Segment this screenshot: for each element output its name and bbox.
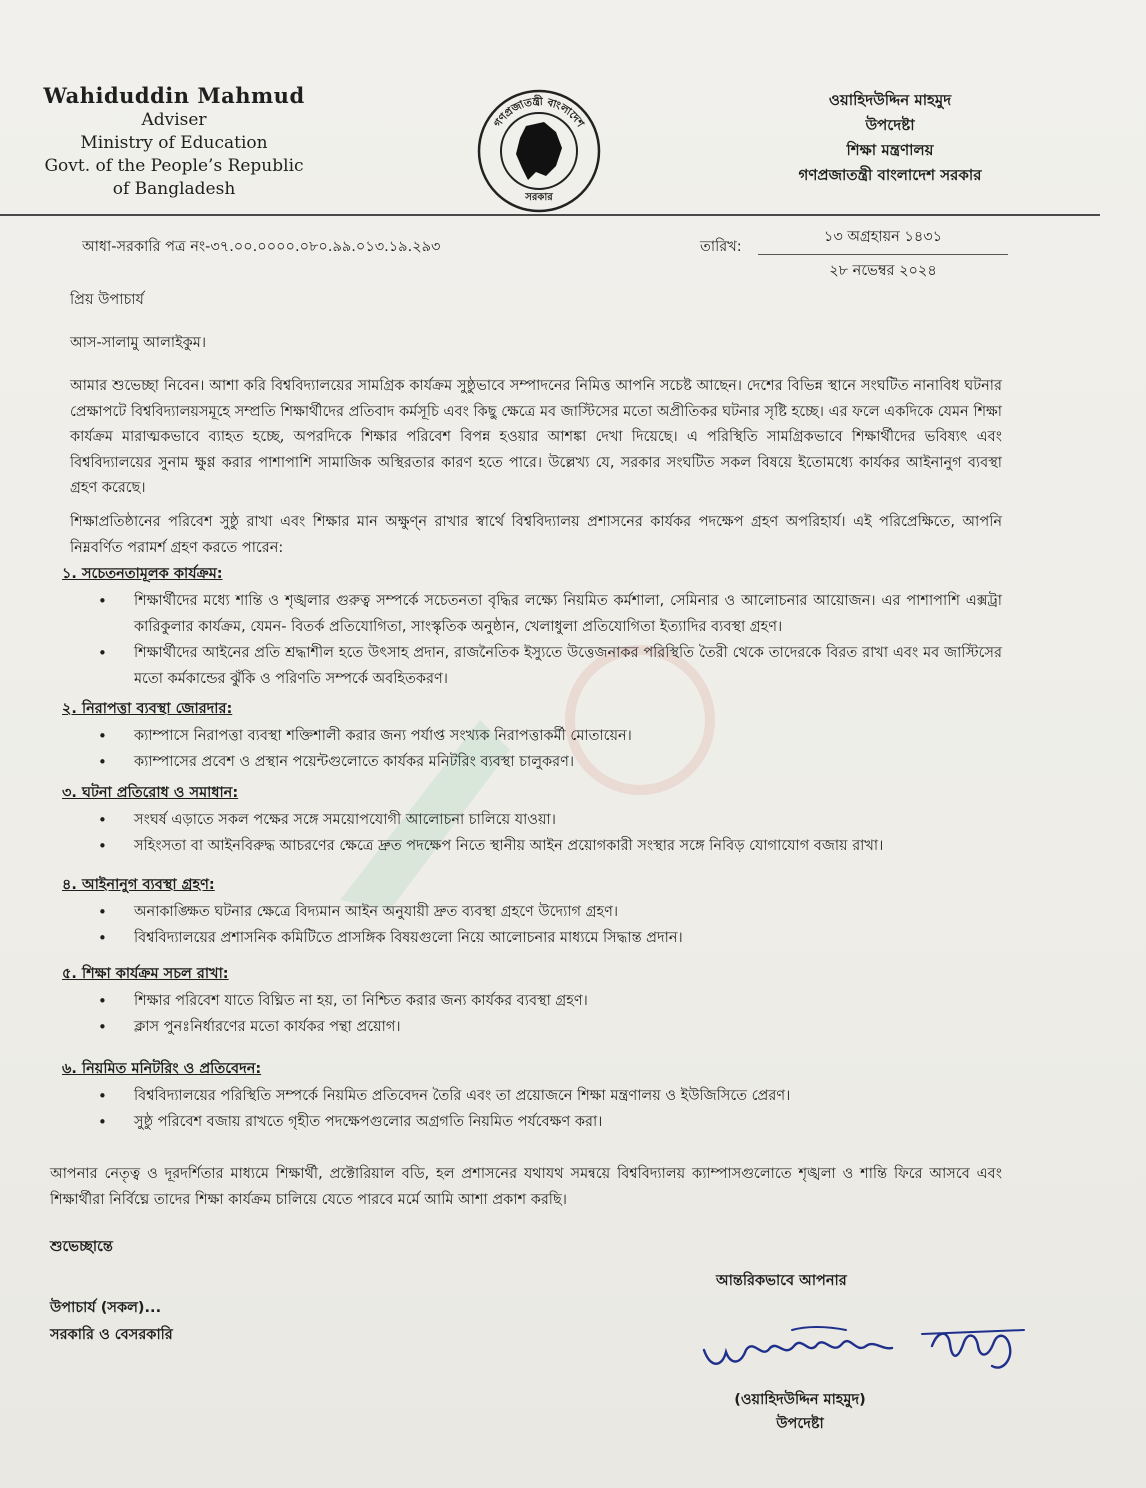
- letterhead-line: উপদেষ্টা: [865, 116, 915, 134]
- yours-sincerely: আন্তরিকভাবে আপনার: [716, 1273, 847, 1289]
- list-item: • ক্লাস পুনঃনির্ধারণের মতো কার্যকর পন্থা প্রয়োগ।: [62, 1014, 1002, 1040]
- section-title: ৩. ঘটনা প্রতিরোধ ও সমাধান:: [62, 785, 239, 801]
- date-block: [758, 224, 1008, 284]
- list-item: • বিশ্ববিদ্যালয়ের প্রশাসনিক কমিটিতে প্রাসঙ্গিক বিষয়গুলো নিয়ে আলোচনার মাধ্যমে সিদ্ধান্ত প্রদান।: [62, 925, 1002, 951]
- body-paragraph: আমার শুভেচ্ছা নিবেন। আশা করি বিশ্ববিদ্যালয়ের সামগ্রিক কার্যক্রম সুষ্ঠুভাবে সম্পাদনের নিমিত্ত আপনি সচেষ্ট আছেন। দেশের বিভিন্ন স্থানে সংঘটিত নানাবিধ ঘটনার প্রেক্ষাপটে বিশ্ববিদ্যালয়সমূহে সম্প্রতি শিক্ষার্থীদের প্রতিবাদ কর্মসূচি এবং কিছু ক্ষেত্রে মব জাস্টিসের মতো অপ্রীতিকর ঘটনার সৃষ্টি হচ্ছে। এর ফলে একদিকে যেমন শিক্ষা কার্যক্রম মারাত্মকভাবে ব্যাহত হচ্ছে, অপরদিকে শিক্ষার পরিবেশ বিপন্ন হওয়ার আশঙ্কা দেখা দিয়েছে। এ পরিস্থিতি সামগ্রিকভাবে শিক্ষার্থীদের ভবিষ্যৎ এবং বিশ্ববিদ্যালয়ের সুনাম ক্ষুণ্ণ করার পাশাপাশি সামাজিক অস্থিরতার কারণ হতে পারে। উল্লেখ্য যে, সরকার সংঘটিত সকল বিষয়ে ইতোমধ্যে কার্যকর আইনানুগ ব্যবস্থা গ্রহণ করেছে।: [70, 378, 1002, 496]
- date-english: ২৮ নভেম্বর ২০২৪: [829, 263, 937, 279]
- section-list: [62, 807, 1002, 859]
- recipient-block: [50, 1295, 173, 1349]
- memo-number: আধা-সরকারি পত্র নং-৩৭.০০.০০০০.০৮০.৯৯.০১৩.১৯.২৯৩: [82, 239, 441, 255]
- list-item: • সংঘর্ষ এড়াতে সকল পক্ষের সঙ্গে সময়োপযোগী আলোচনা চালিয়ে যাওয়া।: [62, 807, 1002, 833]
- signatory-designation: উপদেষ্টা: [776, 1416, 824, 1432]
- government-seal-icon: [476, 88, 602, 214]
- list-item: • শিক্ষার্থীদের মধ্যে শান্তি ও শৃঙ্খলার গুরুত্ব সম্পর্কে সচেতনতা বৃদ্ধির লক্ষ্যে নিয়মিত কর্মশালা, সেমিনার ও আলোচনার আয়োজন। এর পাশাপাশি এক্সট্রা কারিকুলার কার্যক্রম, যেমন- বিতর্ক প্রতিযোগিতা, সাংস্কৃতিক অনুষ্ঠান, খেলাধুলা প্রতিযোগিতা ইত্যাদির ব্যবস্থা গ্রহণ।: [62, 588, 1002, 640]
- list-item: • অনাকাঙ্ক্ষিত ঘটনার ক্ষেত্রে বিদ্যমান আইন অনুযায়ী দ্রুত ব্যবস্থা গ্রহণে উদ্যোগ গ্রহণ।: [62, 899, 1002, 925]
- letterhead-line: of Bangladesh: [112, 179, 236, 199]
- advice-section: [62, 562, 1002, 692]
- section-list: [62, 899, 1002, 951]
- letterhead-line: Ministry of Education: [80, 133, 268, 153]
- recipient-line: উপাচার্য (সকল)...: [50, 1300, 162, 1316]
- date-label: তারিখ:: [700, 239, 742, 255]
- letterhead-english: [38, 84, 310, 201]
- section-title: ৪. আইনানুগ ব্যবস্থা গ্রহণ:: [62, 877, 215, 893]
- handwritten-signature: [696, 1320, 1036, 1380]
- advice-section: [62, 781, 1002, 859]
- date-bangla: ১৩ অগ্রহায়ন ১৪৩১: [758, 224, 1008, 255]
- signatory-name: (ওয়াহিদউদ্দিন মাহমুদ): [734, 1392, 866, 1408]
- adviser-name-en: Wahiduddin Mahmud: [43, 83, 305, 108]
- closing-phrase: শুভেচ্ছান্তে: [50, 1239, 113, 1255]
- section-list: [62, 723, 1002, 775]
- advice-section: [62, 1057, 1002, 1135]
- closing-paragraph: আপনার নেতৃত্ব ও দূরদর্শিতার মাধ্যমে শিক্ষার্থী, প্রক্টোরিয়াল বডি, হল প্রশাসনের যথাযথ সমন্বয়ে বিশ্ববিদ্যালয় ক্যাম্পাসগুলোতে শৃঙ্খলা ও শান্তি ফিরে আসবে এবং শিক্ষার্থীরা নির্বিঘ্নে তাদের শিক্ষা কার্যক্রম চালিয়ে যেতে পারবে মর্মে আমি আশা প্রকাশ করছি।: [50, 1166, 1002, 1208]
- advice-section: [62, 873, 1002, 951]
- advice-section: [62, 697, 1002, 775]
- letterhead-line: Govt. of the People’s Republic: [44, 156, 304, 176]
- list-item: • সুষ্ঠু পরিবেশ বজায় রাখতে গৃহীত পদক্ষেপগুলোর অগ্রগতি নিয়মিত পর্যবেক্ষণ করা।: [62, 1109, 1002, 1135]
- section-list: [62, 988, 1002, 1040]
- list-item: • সহিংসতা বা আইনবিরুদ্ধ আচরণের ক্ষেত্রে দ্রুত পদক্ষেপ নিতে স্থানীয় আইন প্রয়োগকারী সংস্থার সঙ্গে নিবিড় যোগাযোগ বজায় রাখা।: [62, 833, 1002, 859]
- list-item: • ক্যাম্পাসে নিরাপত্তা ব্যবস্থা শক্তিশালী করার জন্য পর্যাপ্ত সংখ্যক নিরাপত্তাকর্মী মোতায়েন।: [62, 723, 1002, 749]
- letterhead-line: Adviser: [141, 110, 207, 130]
- letterhead-line: গণপ্রজাতন্ত্রী বাংলাদেশ সরকার: [798, 166, 982, 184]
- section-title: ১. সচেতনতামূলক কার্যক্রম:: [62, 566, 223, 582]
- section-list: [62, 1083, 1002, 1135]
- section-list: [62, 588, 1002, 692]
- section-title: ৫. শিক্ষা কার্যক্রম সচল রাখা:: [62, 966, 229, 982]
- list-item: • শিক্ষার পরিবেশ যাতে বিঘ্নিত না হয়, তা নিশ্চিত করার জন্য কার্যকর ব্যবস্থা গ্রহণ।: [62, 988, 1002, 1014]
- body-paragraph: শিক্ষাপ্রতিষ্ঠানের পরিবেশ সুষ্ঠু রাখা এবং শিক্ষার মান অক্ষুণ্ন রাখার স্বার্থে বিশ্ববিদ্যালয় প্রশাসনের কার্যকর পদক্ষেপ গ্রহণ অপরিহার্য। এই পরিপ্রেক্ষিতে, আপনি নিম্নবর্ণিত পরামর্শ গ্রহণ করতে পারেন:: [70, 514, 1002, 556]
- list-item: • ক্যাম্পাসের প্রবেশ ও প্রস্থান পয়েন্টগুলোতে কার্যকর মনিটরিং ব্যবস্থা চালুকরণ।: [62, 749, 1002, 775]
- advice-section: [62, 962, 1002, 1040]
- seal-arc-text: গণপ্রজাতন্ত্রী বাংলাদেশ: [491, 95, 587, 130]
- list-item: • বিশ্ববিদ্যালয়ের পরিস্থিতি সম্পর্কে নিয়মিত প্রতিবেদন তৈরি এবং তা প্রয়োজনে শিক্ষা মন্ত্রণালয় ও ইউজিসিতে প্রেরণ।: [62, 1083, 1002, 1109]
- seal-bottom-text: সরকার: [525, 192, 553, 203]
- section-title: ২. নিরাপত্তা ব্যবস্থা জোরদার:: [62, 701, 233, 717]
- salutation: প্রিয় উপাচার্য: [70, 292, 144, 308]
- adviser-name-bn: ওয়াহিদউদ্দিন মাহমুদ: [828, 91, 952, 109]
- header-divider: [0, 214, 1100, 216]
- list-item: • শিক্ষার্থীদের আইনের প্রতি শ্রদ্ধাশীল হতে উৎসাহ প্রদান, রাজনৈতিক ইস্যুতে উত্তেজনাকর পরিস্থিতি তৈরী থেকে তাদেরকে বিরত রাখা এবং মব জাস্টিসের মতো কর্মকান্ডের ঝুঁকি ও পরিণতি সম্পর্কে অবহিতকরণ।: [62, 640, 1002, 692]
- greeting: আস-সালামু আলাইকুম।: [70, 335, 207, 351]
- letterhead-bangla: [770, 88, 1010, 188]
- recipient-line: সরকারি ও বেসরকারি: [50, 1327, 173, 1343]
- signatory-block: [690, 1388, 910, 1436]
- section-title: ৬. নিয়মিত মনিটরিং ও প্রতিবেদন:: [62, 1061, 262, 1077]
- letterhead-line: শিক্ষা মন্ত্রণালয়: [846, 141, 934, 159]
